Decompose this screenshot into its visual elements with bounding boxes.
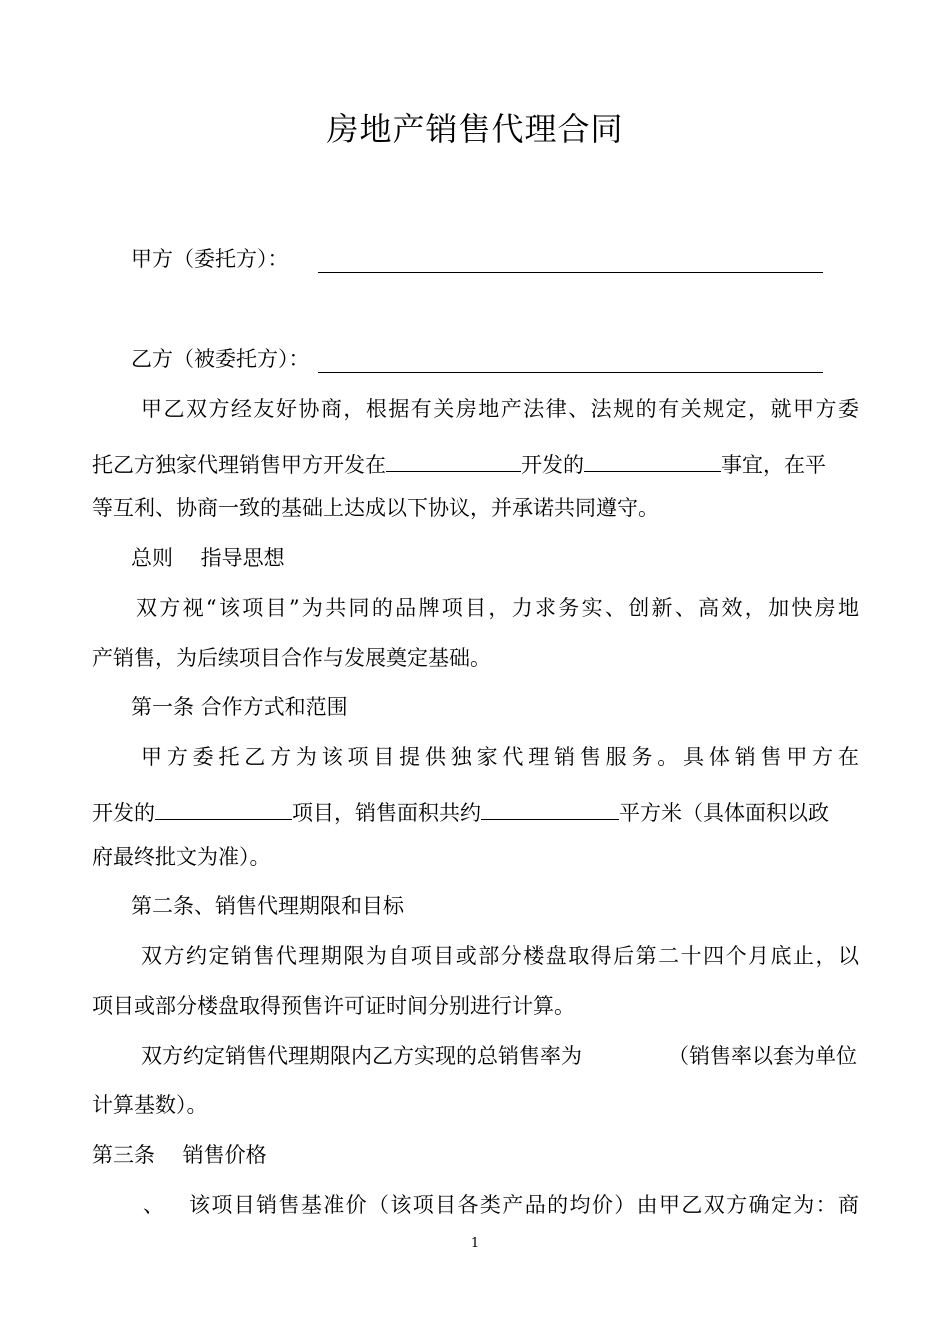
general-line-1 — [136, 598, 859, 619]
party-a-blank — [318, 272, 823, 273]
article-2-heading: 第二条、销售代理期限和目标 — [131, 894, 404, 918]
article-2-line-1 — [141, 946, 859, 967]
article-2-line-1-text: 双方约定销售代理期限为自项目或部分楼盘取得后第二十四个月底止，以 — [141, 944, 859, 968]
article-3-heading: 第三条 销售价格 — [92, 1143, 267, 1167]
general-heading: 总则 指导思想 — [131, 546, 285, 570]
intro-blank-project — [584, 449, 721, 472]
general-line-1-text: 双方视“该项目”为共同的品牌项目，力求务实、创新、高效，加快房地 — [136, 596, 859, 620]
intro-line-2-text-b: 开发的 — [521, 453, 584, 478]
article-2-line-3b: （销售率以套为单位 — [668, 1044, 857, 1068]
article-1-heading: 第一条 合作方式和范围 — [131, 695, 348, 719]
intro-line-1-text: 甲乙双方经友好协商，根据有关房地产法律、法规的有关规定，就甲方委 — [141, 397, 859, 421]
article-1-line-3: 府最终批文为准）。 — [92, 845, 271, 869]
page-number: 1 — [470, 1236, 480, 1251]
intro-blank-location — [386, 449, 521, 472]
article-2-line-3a: 双方约定销售代理期限内乙方实现的总销售率为 — [141, 1044, 582, 1068]
document-title: 房地产销售代理合同 — [326, 110, 624, 148]
article-2-line-4: 计算基数）。 — [92, 1093, 208, 1117]
party-b-label: 乙方（被委托方）： — [131, 347, 310, 371]
article-1-line-2 — [92, 797, 859, 824]
intro-line-1 — [141, 399, 859, 420]
article-1-line-1-text: 甲方委托乙方为该项目提供独家代理销售服务。具体销售甲方在 — [141, 745, 859, 769]
article-1-blank-area — [481, 797, 619, 820]
article-3-line-1 — [189, 1195, 859, 1216]
article-1-line-2-text-a: 开发的 — [92, 801, 155, 826]
intro-line-2-text-c: 事宜，在平 — [721, 453, 826, 478]
article-2-line-2: 项目或部分楼盘取得预售许可证时间分别进行计算。 — [92, 994, 575, 1018]
general-line-2: 产销售，为后续项目合作与发展奠定基础。 — [92, 646, 491, 670]
article-3-line-1-text: 该项目销售基准价（该项目各类产品的均价）由甲乙双方确定为：商 — [189, 1193, 859, 1217]
intro-line-2 — [92, 449, 859, 476]
party-a-label: 甲方（委托方）： — [131, 247, 289, 271]
article-3-item-marker: 、 — [143, 1193, 164, 1217]
article-1-line-2-text-b: 项目，销售面积共约 — [292, 801, 481, 826]
article-1-line-1 — [141, 747, 859, 768]
party-b-blank — [318, 372, 823, 373]
article-1-blank-location — [155, 797, 292, 820]
intro-line-2-text-a: 托乙方独家代理销售甲方开发在 — [92, 453, 386, 478]
intro-line-3: 等互利、协商一致的基础上达成以下协议，并承诺共同遵守。 — [92, 496, 659, 520]
article-1-line-2-text-c: 平方米（具体面积以政 — [619, 801, 829, 826]
